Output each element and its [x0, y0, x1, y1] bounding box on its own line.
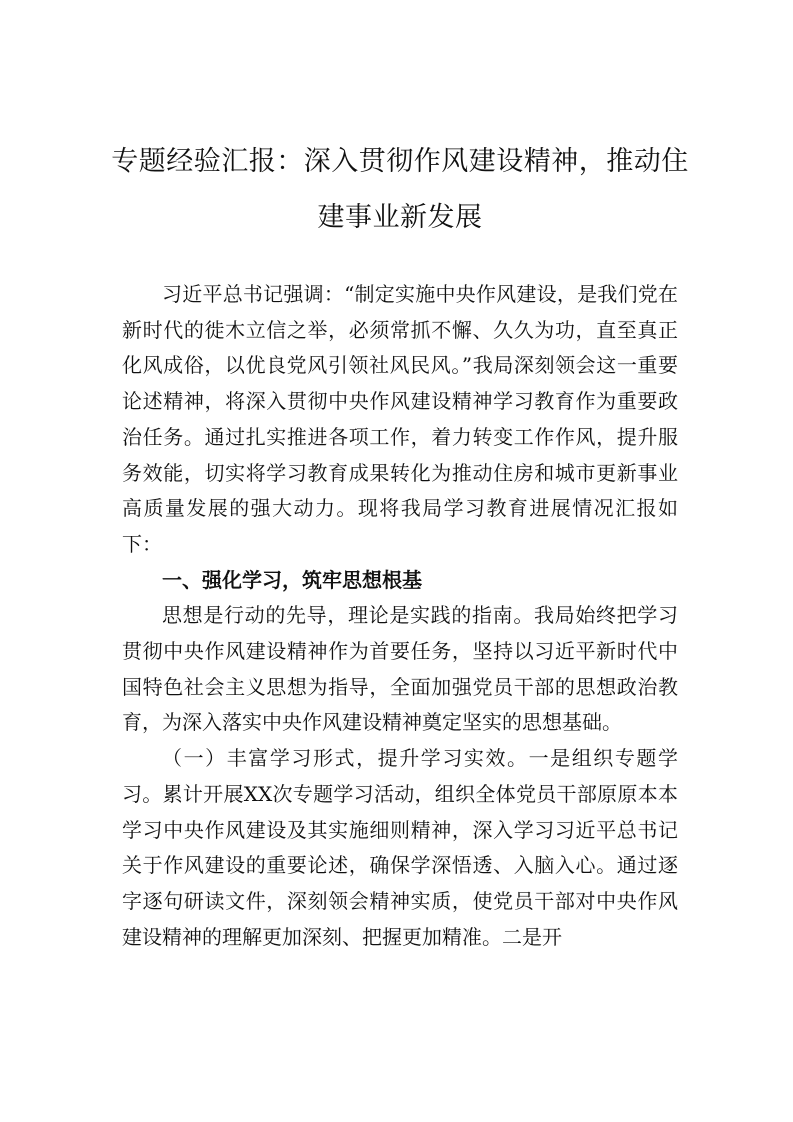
document-title: 专题经验汇报：深入贯彻作风建设精神，推动住建事业新发展 [111, 146, 689, 233]
subsection-text: 一是组织专题学习。累计开展XX次专题学习活动，组织全体党员干部原原本本学习中央作风建设及其实施细则精神，深入学习习近平总书记关于作风建设的重要论述，确保学深悟透、入脑入心。通过逐字逐句研读文件，深刻领会精神实质，使党员干部对中央作风建设精神的理解更加深刻、把握更加精准。二是开 [122, 746, 679, 949]
subsection-paragraph [122, 741, 678, 955]
section-paragraph: 思想是行动的先导，理论是实践的指南。我局始终把学习贯彻中央作风建设精神作为首要任务，坚持以习近平新时代中国特色社会主义思想为指导，全面加强党员干部的思想政治教育，为深入落实中央作风建设精神奠定坚实的思想基础。 [122, 603, 678, 735]
intro-paragraph: 习近平总书记强调：“制定实施中央作风建设，是我们党在新时代的徙木立信之举，必须常抓不懈、久久为功，直至真正化风成俗，以优良党风引领社风民风。”我局深刻领会这一重要论述精神，将深入贯彻中央作风建设精神学习教育作为重要政治任务。通过扎实推进各项工作，着力转变工作作风，提升服务效能，切实将学习教育成果转化为推动住房和城市更新事业高质量发展的强大动力。现将我局学习教育进展情况汇报如下： [122, 282, 678, 556]
document-body [122, 277, 678, 955]
section-heading: 一、强化学习，筑牢思想根基 [162, 567, 422, 592]
subsection-heading: （一）丰富学习形式，提升学习实效。 [162, 746, 529, 771]
